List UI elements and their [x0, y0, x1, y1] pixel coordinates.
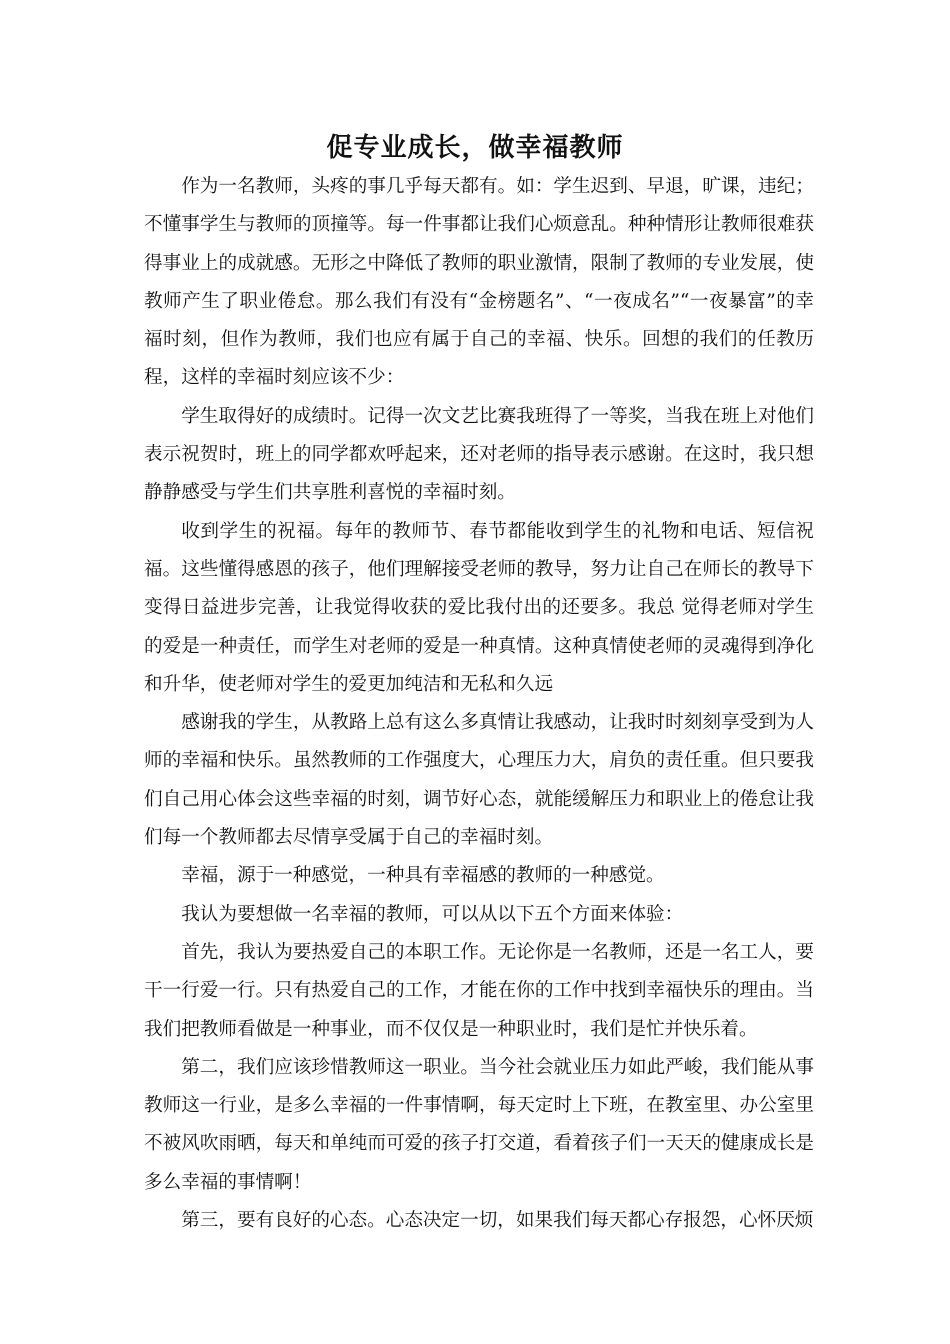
paragraph-first-aspect: 首先，我认为要热爱自己的本职工作。无论你是一名教师，还是一名工人，要干一行爱一行。只有热爱自己的工作，才能在你的工作中找到幸福快乐的理由。当我们把教师看做是一种事业，而不仅仅是一种职业时，我们是忙并快乐着。: [144, 941, 814, 1040]
paragraph-happiness-definition: 幸福，源于一种感觉，一种具有幸福感的教师的一种感觉。: [181, 865, 665, 887]
paragraph-third-aspect: 第三，要有良好的心态。心态决定一切，如果我们每天都心存报怨，心怀厌烦: [181, 1210, 814, 1232]
document-body: [144, 168, 814, 1240]
paragraph-second-aspect: 第二，我们应该珍惜教师这一职业。当今社会就业压力如此严峻，我们能从事教师这一行业，是多么幸福的一件事情啊，每天定时上下班，在教室里、办公室里不被风吹雨晒，每天和单纯而可爱的孩子打交道，看着孩子们一天天的健康成长是多么幸福的事情啊！: [144, 1056, 814, 1193]
document-title: 促专业成长，做幸福教师: [326, 133, 624, 163]
paragraph-intro: 作为一名教师，头疼的事几乎每天都有。如：学生迟到、早退，旷课，违纪；不懂事学生与教师的顶撞等。每一件事都让我们心烦意乱。种种情形让教师很难获得事业上的成就感。无形之中降低了教师的职业激情，限制了教师的专业发展，使教师产生了职业倦怠。那么我们有没有“金榜题名”、“一夜成名”“一夜暴富”的幸福时刻，但作为教师，我们也应有属于自己的幸福、快乐。回想的我们的任教历程，这样的幸福时刻应该不少：: [144, 176, 814, 389]
paragraph-student-blessings: 收到学生的祝福。每年的教师节、春节都能收到学生的礼物和电话、短信祝福。这些懂得感恩的孩子，他们理解接受老师的教导，努力让自己在师长的教导下变得日益进步完善，让我觉得收获的爱比我付出的还要多。我总 觉得老师对学生的爱是一种责任，而学生对老师的爱是一种真情。这种真情使老师的灵魂得到净化和升华，使老师对学生的爱更加纯洁和无私和久远: [144, 520, 814, 695]
paragraph-five-aspects: 我认为要想做一名幸福的教师，可以从以下五个方面来体验：: [181, 903, 684, 925]
paragraph-gratitude: 感谢我的学生，从教路上总有这么多真情让我感动，让我时时刻刻享受到为人师的幸福和快乐。虽然教师的工作强度大，心理压力大，肩负的责任重。但只要我们自己用心体会这些幸福的时刻，调节好心态，就能缓解压力和职业上的倦怠让我们每一个教师都去尽情享受属于自己的幸福时刻。: [144, 712, 814, 849]
paragraph-student-achievement: 学生取得好的成绩时。记得一次文艺比赛我班得了一等奖，当我在班上对他们表示祝贺时，班上的同学都欢呼起来，还对老师的指导表示感谢。在这时，我只想静静感受与学生们共享胜利喜悦的幸福时刻。: [144, 405, 814, 504]
